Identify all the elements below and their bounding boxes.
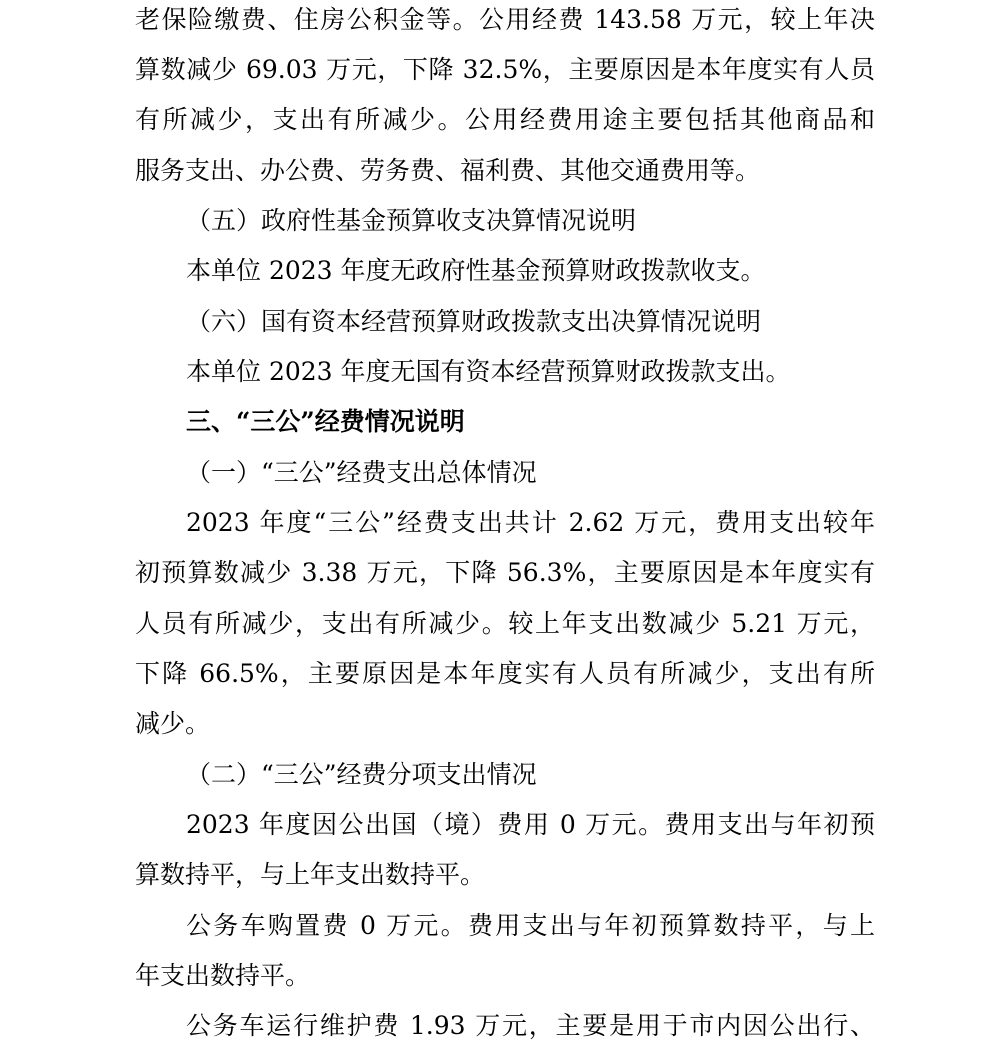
paragraph-line: 下降 66.5%，主要原因是本年度实有人员有所减少，支出有所 [135,659,875,688]
paragraph-line: 公务车购置费 0 万元。费用支出与年初预算数持平，与上 [186,911,875,940]
paragraph-line: 年支出数持平。 [135,961,311,990]
paragraph-line: 算数持平，与上年支出数持平。 [135,860,486,889]
section-heading-2: （二）“三公”经费分项支出情况 [186,760,537,789]
paragraph-line: 本单位 2023 年度无政府性基金预算财政拨款收支。 [186,256,766,285]
section-heading-1: （一）“三公”经费支出总体情况 [186,458,537,487]
paragraph-line: 人员有所减少，支出有所减少。较上年支出数减少 5.21 万元， [135,609,875,638]
paragraph-line: 老保险缴费、住房公积金等。公用经费 143.58 万元，较上年决 [135,5,875,34]
paragraph-line: 初预算数减少 3.38 万元，下降 56.3%，主要原因是本年度实有 [135,558,875,587]
paragraph-line: 服务支出、办公费、劳务费、福利费、其他交通费用等。 [135,156,761,185]
paragraph-line: 减少。 [135,709,211,738]
paragraph-line: 2023 年度“三公”经费支出共计 2.62 万元，费用支出较年 [186,508,875,537]
section-heading-5: （五）政府性基金预算收支决算情况说明 [186,206,637,235]
chapter-heading-3: 三、“三公”经费情况说明 [186,407,465,436]
paragraph-line: 本单位 2023 年度无国有资本经营预算财政拨款支出。 [186,357,791,386]
section-heading-6: （六）国有资本经营预算财政拨款支出决算情况说明 [186,307,762,336]
paragraph-line: 有所减少，支出有所减少。公用经费用途主要包括其他商品和 [135,105,875,134]
paragraph-line: 2023 年度因公出国（境）费用 0 万元。费用支出与年初预 [186,810,875,839]
paragraph-line: 公务车运行维护费 1.93 万元，主要是用于市内因公出行、 [186,1011,875,1040]
paragraph-line: 算数减少 69.03 万元，下降 32.5%，主要原因是本年度实有人员 [135,55,875,84]
